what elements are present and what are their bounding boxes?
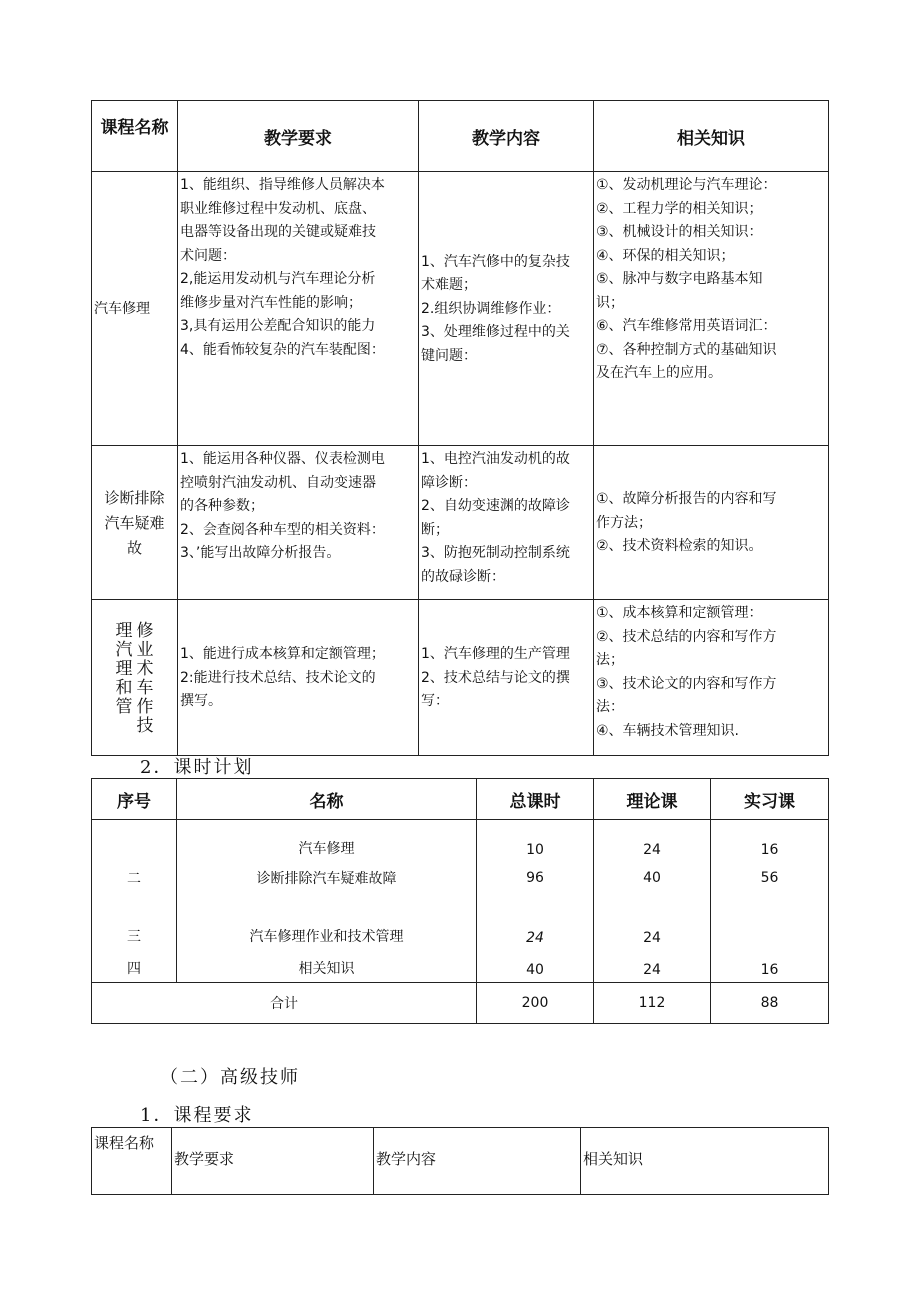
total-cell: 24: [477, 898, 594, 950]
text-line: 职业维修过程中发动机、底盘、: [180, 200, 376, 217]
course-name-cell: [92, 600, 178, 756]
text-line: ⑤、脉冲与数字电路基本知: [596, 271, 763, 287]
theory-cell: 40: [594, 862, 711, 898]
text-line: 术问题：: [180, 247, 236, 264]
practice-cell: 16: [711, 950, 829, 983]
course-name-cell: 汽车修理: [92, 172, 178, 446]
table-row: [92, 950, 829, 983]
header-theory: 理论课: [594, 779, 711, 820]
header-name: 名称: [177, 779, 477, 820]
content-cell: [419, 172, 594, 446]
text-line: 识；: [596, 294, 624, 311]
text-line: 障诊断：: [421, 474, 477, 491]
name-cell: 汽车修理作业和技术管理: [177, 898, 477, 950]
text-line: 写：: [421, 693, 449, 710]
requirements-cell: [178, 446, 419, 600]
header-related-knowledge: [581, 1128, 829, 1195]
text-line: 2,能运用发动机与汽车理论分析: [180, 271, 376, 287]
text-char: 汽: [115, 640, 133, 660]
requirements-cell: [178, 600, 419, 756]
sum-total-cell: 200: [477, 983, 594, 1024]
text-line: 2.组织协调维修作业：: [421, 300, 561, 317]
text-line: ①、成本核算和定额管理：: [596, 605, 763, 621]
requirements-cell: [178, 172, 419, 446]
table-header-row: [92, 1128, 829, 1195]
text-line: 3、防抱死制动控制系统: [421, 545, 570, 561]
text-line: ③、技术论文的内容和写作方: [596, 675, 777, 692]
text-char: 术: [136, 658, 154, 679]
text-char: 技: [136, 715, 154, 736]
vertical-course-name: [94, 622, 175, 736]
text-char: 车: [136, 677, 154, 698]
knowledge-cell: [594, 172, 829, 446]
text-line: ⑥、汽车维修常用英语词汇：: [596, 318, 777, 334]
serial-cell: 三: [92, 898, 177, 950]
knowledge-cell: [594, 446, 829, 600]
text-line: 控喷射汽油发动机、自动变速器: [180, 474, 376, 491]
text-char: 理: [115, 621, 133, 641]
text-char: 和: [115, 678, 133, 698]
text-line: 2、技术总结与论文的撰: [421, 669, 570, 686]
text-line: 作方法；: [596, 514, 652, 531]
name-cell: 相关知识: [177, 950, 477, 983]
serial-cell: 二: [92, 862, 177, 898]
text-line: 汽车疑难: [104, 514, 165, 532]
text-line: 1、能运用各种仪器、仪表检测电: [180, 451, 385, 467]
text-line: 法：: [596, 699, 624, 715]
text-line: ③、机械设计的相关知识：: [596, 224, 763, 240]
practice-cell: [711, 898, 829, 950]
text-line: 术难题；: [421, 277, 477, 294]
text-line: 3,具有运用公差配合知识的能力: [180, 318, 376, 334]
table-total-row: [92, 983, 829, 1024]
vertical-text-column: [116, 622, 133, 717]
serial-cell: [92, 820, 177, 863]
text-char: 管: [115, 697, 133, 717]
subsection-title-course-requirements: 1．课程要求: [140, 1105, 254, 1126]
text-line: 维修步量对汽车性能的影响；: [180, 294, 362, 311]
table-row: [92, 172, 829, 446]
name-cell: 诊断排除汽车疑难故障: [177, 862, 477, 898]
total-cell: 96: [477, 862, 594, 898]
table-row: [92, 600, 829, 756]
text-line: 1、汽车汽修中的复杂技: [421, 253, 570, 270]
text-line: 撰写。: [180, 693, 222, 710]
course-name-cell: [92, 446, 178, 600]
text-line: ①、故障分析报告的内容和写: [596, 491, 777, 508]
header-text: 相关知识: [583, 1150, 644, 1168]
text-line: 诊断排除: [104, 489, 165, 507]
total-cell: 10: [477, 820, 594, 863]
text-line: 的各种参数；: [180, 498, 264, 514]
header-total-hours: 总课时: [477, 779, 594, 820]
text-line: 的故碌诊断：: [421, 568, 505, 585]
theory-cell: 24: [594, 950, 711, 983]
header-serial: 序号: [92, 779, 177, 820]
text-char: 业: [136, 639, 154, 660]
text-line: 电器等设备出现的关键或疑难技: [180, 224, 376, 240]
text-line: ⑦、各种控制方式的基础知识: [596, 341, 777, 358]
total-cell: 40: [477, 950, 594, 983]
serial-cell: 四: [92, 950, 177, 983]
text-line: 及在汽车上的应用。: [596, 365, 722, 381]
class-hours-table: [91, 778, 829, 1024]
text-line: ②、技术总结的内容和写作方: [596, 628, 777, 645]
text-line: ①、发动机理论与汽车理论：: [596, 177, 777, 193]
vertical-text-column: [137, 622, 154, 736]
header-text: 教学内容: [376, 1150, 437, 1168]
header-teaching-requirements: [172, 1128, 374, 1195]
name-cell: 汽车修理: [177, 820, 477, 863]
text-line: 1、能组织、指导维修人员解决本: [180, 177, 385, 193]
table-row: [92, 446, 829, 600]
header-text: 教学要求: [174, 1150, 235, 1168]
table-row: [92, 862, 829, 898]
section-title-senior-technician: （二）高级技师: [160, 1067, 300, 1088]
sum-theory-cell: 112: [594, 983, 711, 1024]
text-line: 故: [126, 539, 142, 557]
theory-cell: 24: [594, 898, 711, 950]
text-line: ④、车辆技术管理知识.: [596, 722, 740, 739]
sum-label-cell: 合计: [92, 983, 477, 1024]
text-line: ②、技术资料检索的知识。: [596, 538, 763, 555]
table-header-row: [92, 101, 829, 172]
theory-cell: 24: [594, 820, 711, 863]
text-line: 2:能进行技术总结、技术论文的: [180, 669, 376, 686]
text-char: 修: [136, 620, 154, 641]
text-line: ④、环保的相关知识；: [596, 247, 735, 264]
text-line: 3、’能写出故障分析报告。: [180, 545, 341, 561]
table-header-row: [92, 779, 829, 820]
practice-cell: 16: [711, 820, 829, 863]
text-line: 键问题：: [421, 347, 477, 364]
text-line: 2、会查阅各种车型的相关资料：: [180, 521, 385, 538]
table-row: [92, 898, 829, 950]
header-teaching-content: [374, 1128, 581, 1195]
text-line: 断；: [421, 521, 449, 538]
content-cell: [419, 600, 594, 756]
text-line: 法；: [596, 652, 624, 668]
text-line: 2、自幼变速渊的故障诊: [421, 498, 570, 514]
text-char: 作: [136, 696, 154, 717]
header-teaching-requirements: 教学要求: [178, 101, 419, 172]
header-course-name: 课程名称: [92, 1128, 172, 1195]
section-heading-schedule: 2．课时计划: [140, 757, 254, 778]
knowledge-cell: [594, 600, 829, 756]
header-teaching-content: 教学内容: [419, 101, 594, 172]
text-line: ②、工程力学的相关知识；: [596, 200, 763, 217]
practice-cell: 56: [711, 862, 829, 898]
sum-practice-cell: 88: [711, 983, 829, 1024]
text-line: 3、处理维修过程中的关: [421, 324, 570, 341]
text-char: 理: [115, 659, 133, 679]
text-line: 1、汽车修理的生产管理: [421, 646, 570, 663]
text-line: 4、能看怖较复杂的汽车装配图：: [180, 341, 385, 358]
header-related-knowledge: 相关知识: [594, 101, 829, 172]
table-row: [92, 820, 829, 863]
senior-course-requirements-table: [91, 1127, 829, 1195]
text-line: 1、电控汽油发动机的故: [421, 451, 570, 467]
header-course-name: 课程名称: [92, 101, 178, 172]
course-requirements-table: [91, 100, 829, 756]
content-cell: [419, 446, 594, 600]
header-practice: 实习课: [711, 779, 829, 820]
text-line: 1、能进行成本核算和定额管理；: [180, 646, 385, 663]
